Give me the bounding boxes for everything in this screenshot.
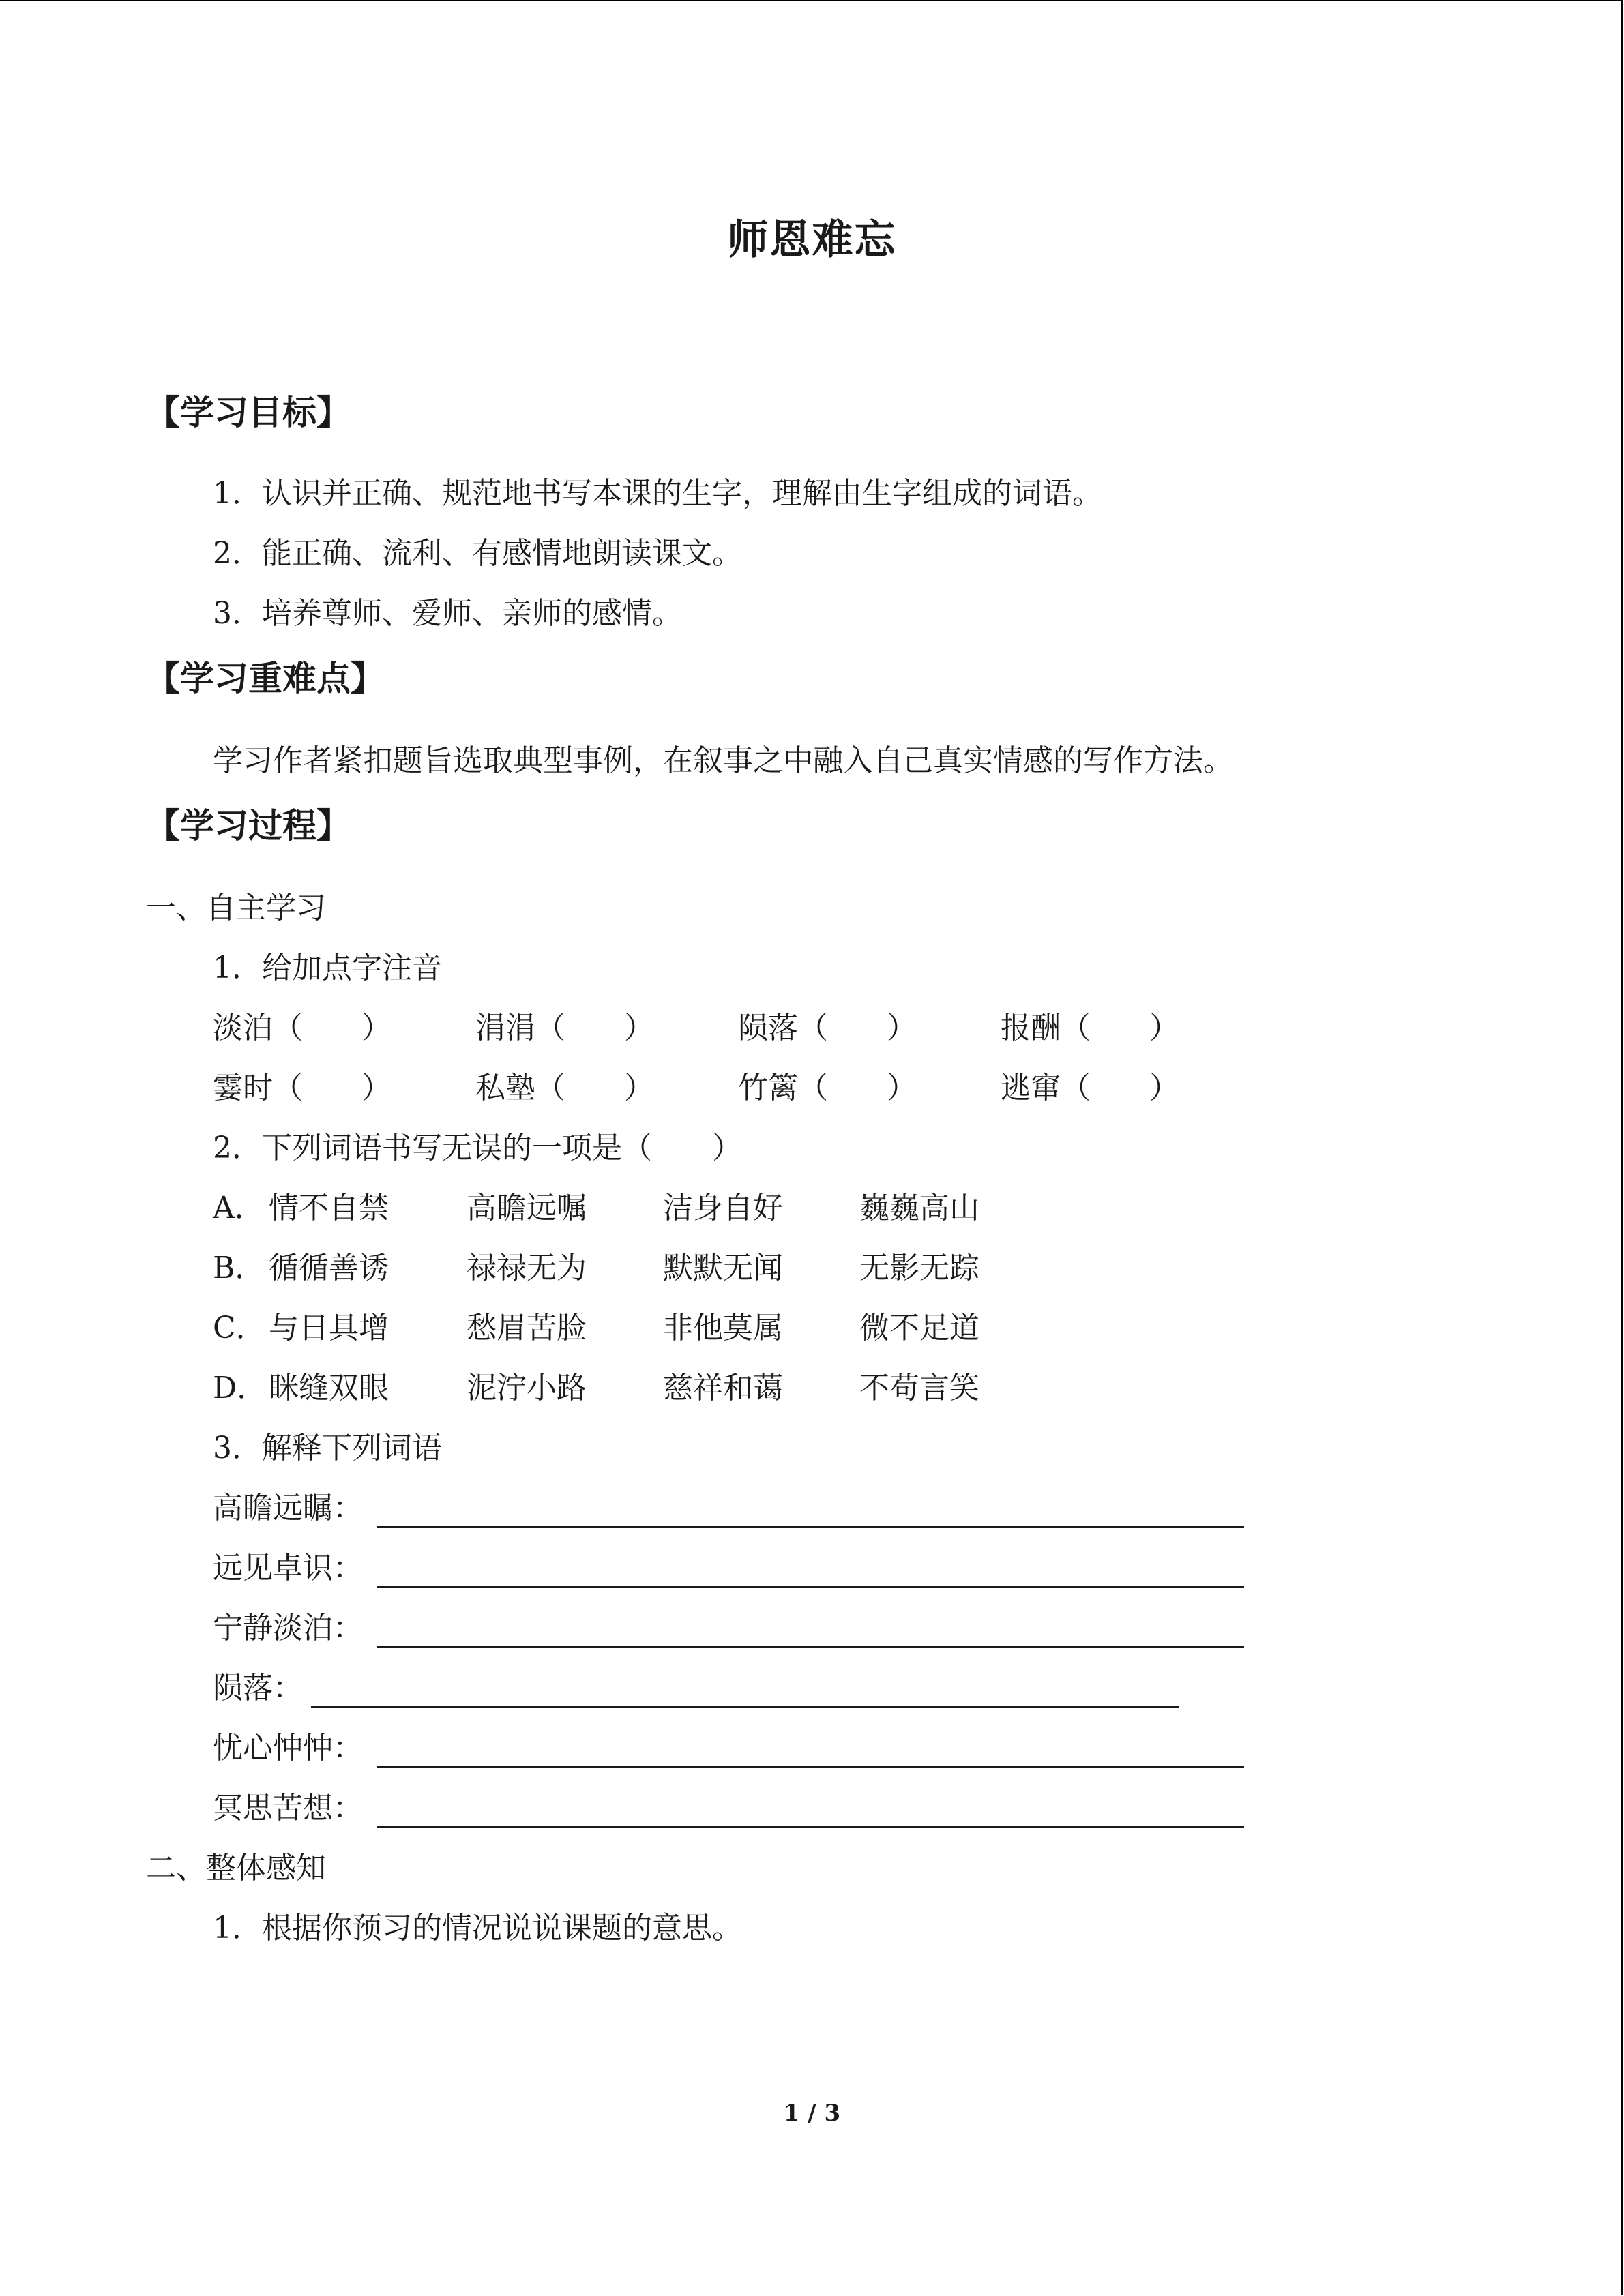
option-word: 循循善诱 — [269, 1251, 389, 1285]
option-letter: D． — [213, 1371, 267, 1405]
option-letter: A． — [213, 1191, 265, 1225]
question-3-label: 3．解释下列词语 — [213, 1431, 442, 1465]
definition-term: 高瞻远瞩： — [213, 1491, 363, 1525]
definition-item — [213, 1608, 363, 1649]
definition-term: 宁静淡泊： — [213, 1611, 363, 1645]
pinyin-item: 逃窜（ ） — [1001, 1071, 1179, 1105]
answer-line[interactable] — [377, 1526, 1244, 1528]
option-word: 无影无踪 — [859, 1251, 979, 1285]
definition-item — [213, 1488, 363, 1529]
pinyin-item: 涓涓（ ） — [475, 1011, 654, 1045]
option-word: 洁身自好 — [663, 1191, 783, 1225]
option-word: 高瞻远嘱 — [467, 1191, 587, 1225]
objective-item: 3．培养尊师、爱师、亲师的感情。 — [213, 596, 682, 631]
objective-item: 1．认识并正确、规范地书写本课的生字，理解由生字组成的词语。 — [213, 476, 1102, 511]
pinyin-item: 淡泊（ ） — [213, 1011, 392, 1045]
process-heading: 【学习过程】 — [146, 806, 351, 846]
option-word: 慈祥和蔼 — [663, 1371, 783, 1405]
pinyin-item: 霎时（ ） — [213, 1071, 392, 1105]
part2-question-1: 1．根据你预习的情况说说课题的意思。 — [213, 1911, 742, 1945]
pinyin-item: 私塾（ ） — [475, 1071, 654, 1105]
answer-line[interactable] — [377, 1586, 1244, 1588]
definition-term: 忧心忡忡： — [213, 1731, 363, 1765]
question-2-label: 2．下列词语书写无误的一项是（ ） — [213, 1131, 742, 1165]
option-word: 情不自禁 — [269, 1191, 389, 1225]
definition-item — [213, 1788, 363, 1829]
definition-item — [213, 1668, 303, 1709]
option-word: 非他莫属 — [663, 1311, 783, 1345]
answer-line[interactable] — [311, 1706, 1179, 1708]
page-number: 1 / 3 — [783, 2100, 841, 2127]
option-word: 愁眉苦脸 — [467, 1311, 587, 1345]
part2-heading: 二、整体感知 — [146, 1851, 326, 1885]
answer-line[interactable] — [377, 1826, 1244, 1828]
answer-line[interactable] — [377, 1766, 1244, 1768]
definition-item — [213, 1548, 363, 1589]
part1-heading: 一、自主学习 — [146, 891, 326, 925]
option-word: 不苟言笑 — [859, 1371, 979, 1405]
option-word: 禄禄无为 — [467, 1251, 587, 1285]
option-word: 与日具增 — [269, 1311, 389, 1345]
pinyin-item: 报酬（ ） — [1001, 1011, 1179, 1045]
option-word: 泥泞小路 — [467, 1371, 587, 1405]
difficulty-text: 学习作者紧扣题旨选取典型事例，在叙事之中融入自己真实情感的写作方法。 — [213, 743, 1233, 778]
question-1-label: 1．给加点字注音 — [213, 951, 442, 985]
objective-item: 2．能正确、流利、有感情地朗读课文。 — [213, 536, 742, 571]
option-word: 微不足道 — [859, 1311, 979, 1345]
objectives-heading: 【学习目标】 — [146, 393, 351, 432]
option-letter: C． — [213, 1311, 266, 1345]
definition-term: 远见卓识： — [213, 1551, 363, 1585]
definition-item — [213, 1728, 363, 1769]
option-word: 眯缝双眼 — [269, 1371, 389, 1405]
option-word: 巍巍高山 — [859, 1191, 979, 1225]
pinyin-item: 竹篱（ ） — [738, 1071, 917, 1105]
option-letter: B． — [213, 1251, 265, 1285]
definition-term: 陨落： — [213, 1671, 303, 1705]
definition-term: 冥思苦想： — [213, 1791, 363, 1825]
difficulty-heading: 【学习重难点】 — [146, 659, 385, 698]
answer-line[interactable] — [377, 1646, 1244, 1648]
pinyin-item: 陨落（ ） — [738, 1011, 917, 1045]
page-title: 师恩难忘 — [727, 216, 897, 264]
option-word: 默默无闻 — [663, 1251, 783, 1285]
